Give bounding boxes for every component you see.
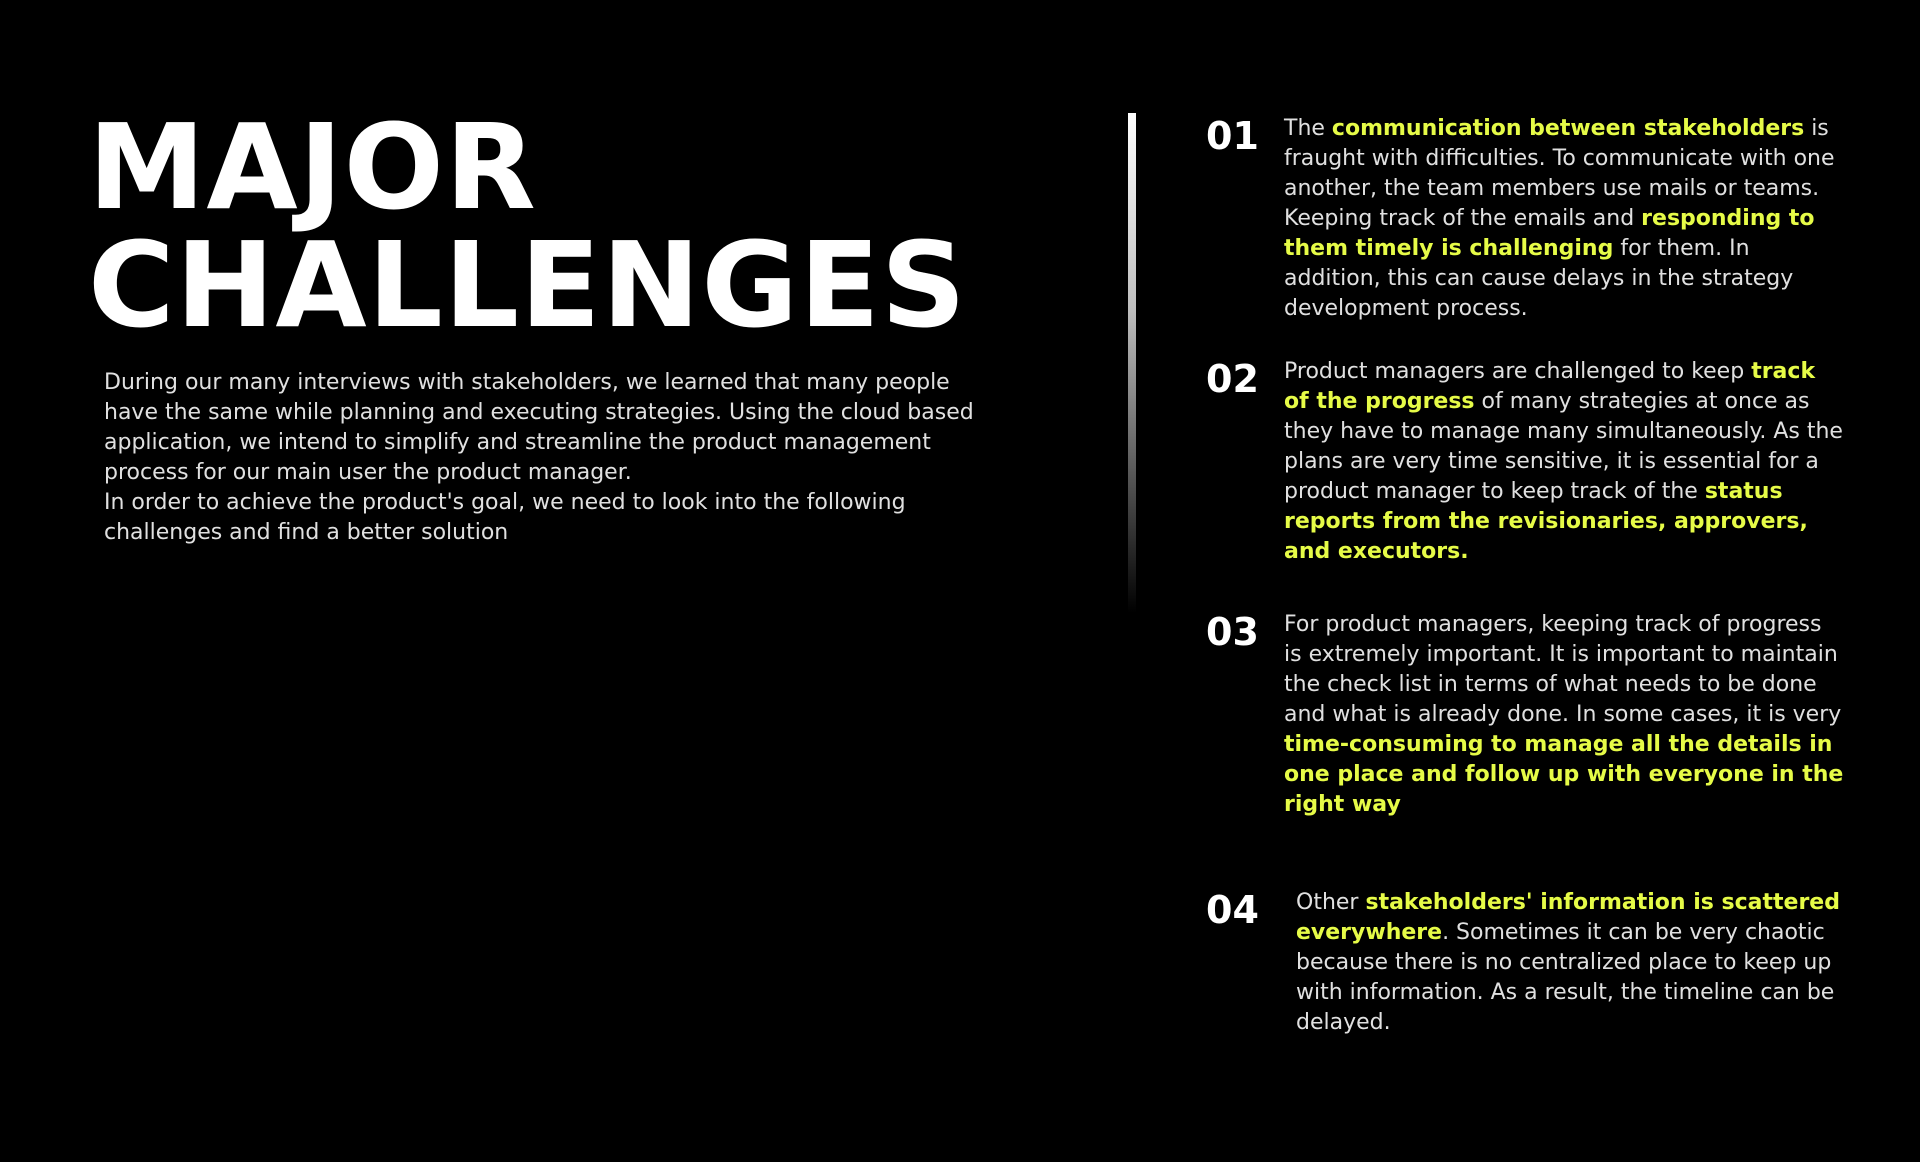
challenge-text (1284, 114, 1844, 324)
intro-paragraph-1: During our many interviews with stakeholders, we learned that many people have the same while planning and executing strategies. Using the cloud based application, we intend to simplify and streamline the product management process for our main user the product manager. (104, 370, 974, 485)
challenge-number: 02 (1206, 357, 1259, 401)
challenge-number: 04 (1206, 888, 1259, 932)
challenge-text (1296, 888, 1856, 1038)
challenge-text-segment: Other (1296, 890, 1366, 915)
challenge-text-segment: The (1284, 116, 1332, 141)
challenge-number: 03 (1206, 610, 1259, 654)
page-title-line-2: CHALLENGES (88, 216, 967, 354)
challenge-text (1284, 610, 1844, 820)
challenge-text (1284, 357, 1844, 567)
challenge-text-segment: Product managers are challenged to keep (1284, 359, 1752, 384)
challenge-number: 01 (1206, 114, 1259, 158)
challenge-highlight: communication between stakeholders (1331, 116, 1805, 141)
challenge-highlight: time-consuming to manage all the details in one place and follow up with everyone in the right way (1284, 732, 1844, 817)
challenge-highlight: stakeholders' information is scattered everywhere (1296, 890, 1840, 945)
challenge-text-segment: is fraught with difficulties. To communicate with one another, the team members use mails or teams. Keeping track of the emails and (1284, 116, 1835, 231)
challenge-highlight: track of the progress (1284, 359, 1816, 414)
vertical-divider (1128, 113, 1136, 613)
page-title-line-1: MAJOR (88, 98, 537, 236)
challenge-text-segment: of many strategies at once as they have to manage many simultaneously. As the plans are very time sensitive, it is essential for a product manager to keep track of the (1284, 389, 1843, 504)
challenge-text-segment: for them. In addition, this can cause delays in the strategy development process. (1284, 236, 1794, 321)
page-title (88, 98, 967, 354)
challenge-text-segment: . Sometimes it can be very chaotic because there is no centralized place to keep up with information. As a result, the timeline can be delayed. (1296, 920, 1835, 1035)
challenge-highlight: status reports from the revisionaries, approvers, and executors. (1284, 479, 1808, 564)
challenge-text-segment: For product managers, keeping track of progress is extremely important. It is important to maintain the check list in terms of what needs to be done and what is already done. In some cases, it is very (1284, 612, 1842, 727)
intro-paragraph-2: In order to achieve the product's goal, we need to look into the following challenges and find a better solution (104, 490, 906, 545)
intro-text (104, 368, 984, 548)
challenge-highlight: responding to them timely is challenging (1284, 206, 1815, 261)
